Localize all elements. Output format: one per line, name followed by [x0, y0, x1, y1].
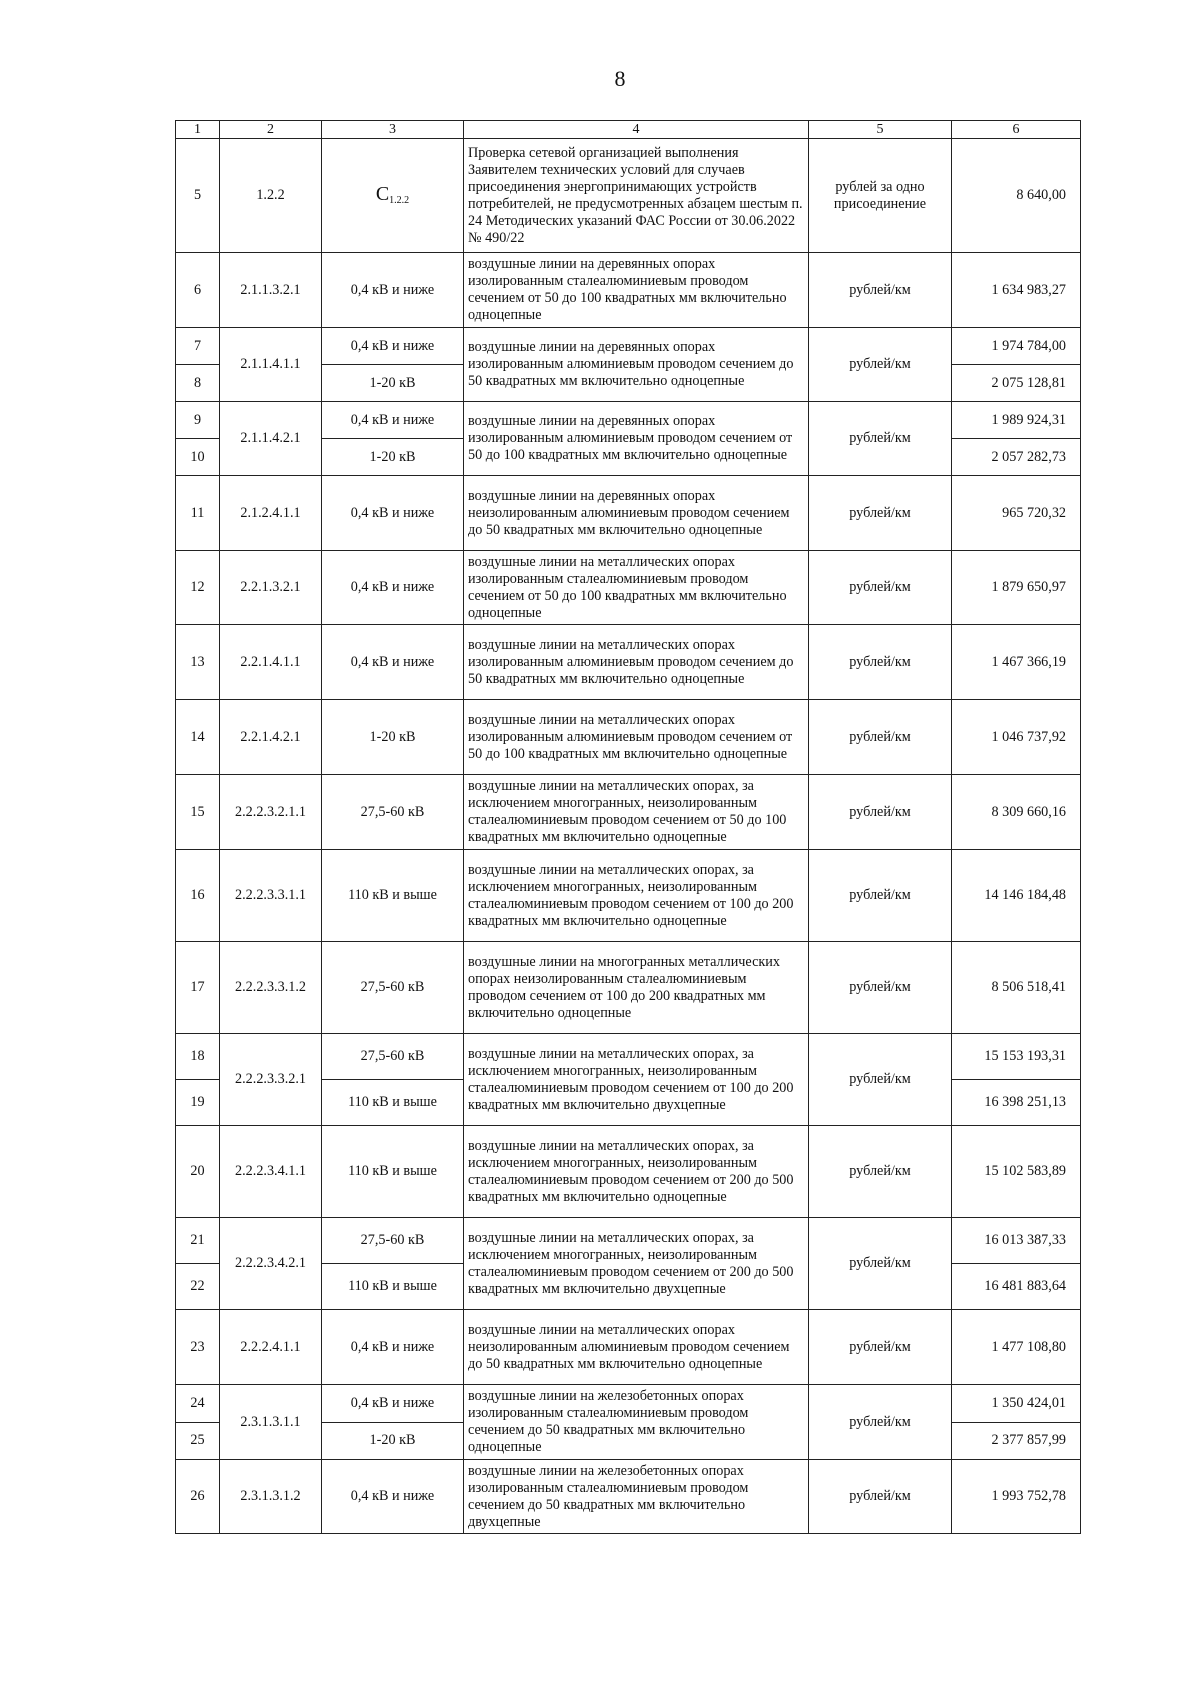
- row-number: 8: [176, 365, 220, 402]
- row-value: 2 075 128,81: [952, 365, 1081, 402]
- row-number: 9: [176, 402, 220, 439]
- table-row: [176, 775, 1081, 850]
- row-code: 2.1.2.4.1.1: [220, 476, 322, 551]
- row-value: 1 634 983,27: [952, 253, 1081, 328]
- row-number: 25: [176, 1422, 220, 1460]
- row-voltage: 110 кВ и выше: [322, 1126, 464, 1218]
- table-row: [176, 1310, 1081, 1385]
- row-description: воздушные линии на металлических опорах, за исключением многогранных, неизолированным сталеалюминиевым проводом сечением от 100 до 200 квадратных мм включительно двухцепные: [464, 1034, 809, 1126]
- row-code: 2.2.2.3.4.1.1: [220, 1126, 322, 1218]
- row-description: воздушные линии на металлических опорах изолированным сталеалюминиевым проводом сечением от 50 до 100 квадратных мм включительно одноцепные: [464, 551, 809, 625]
- header-cell: 5: [809, 121, 952, 139]
- table-row: [176, 942, 1081, 1034]
- row-voltage: 0,4 кВ и ниже: [322, 253, 464, 328]
- table-row: [176, 476, 1081, 551]
- row-unit: рублей/км: [809, 402, 952, 476]
- row-code: 2.1.1.3.2.1: [220, 253, 322, 328]
- row-unit: рублей/км: [809, 1385, 952, 1460]
- row-value: 16 481 883,64: [952, 1264, 1081, 1310]
- table-row: [176, 1218, 1081, 1264]
- table-row: [176, 402, 1081, 439]
- row-value: 1 974 784,00: [952, 328, 1081, 365]
- table-row: [176, 700, 1081, 775]
- row-unit: рублей/км: [809, 942, 952, 1034]
- header-cell: 6: [952, 121, 1081, 139]
- row-voltage: 27,5-60 кВ: [322, 1034, 464, 1080]
- table-row: [176, 551, 1081, 625]
- row-number: 23: [176, 1310, 220, 1385]
- row-voltage: 0,4 кВ и ниже: [322, 328, 464, 365]
- row-voltage: 110 кВ и выше: [322, 1264, 464, 1310]
- row-unit: рублей/км: [809, 253, 952, 328]
- row-voltage: 0,4 кВ и ниже: [322, 551, 464, 625]
- row-code: 2.2.1.3.2.1: [220, 551, 322, 625]
- row-code: 2.3.1.3.1.2: [220, 1460, 322, 1534]
- row-code: 2.2.2.3.3.1.1: [220, 850, 322, 942]
- symbol-subscript: 1.2.2: [389, 194, 410, 206]
- row-number: 12: [176, 551, 220, 625]
- row-voltage: 27,5-60 кВ: [322, 1218, 464, 1264]
- table-row: [176, 1385, 1081, 1423]
- row-code: 2.1.1.4.1.1: [220, 328, 322, 402]
- row-number: 5: [176, 139, 220, 253]
- table-row: [176, 1034, 1081, 1080]
- row-description: воздушные линии на металлических опорах, за исключением многогранных, неизолированным сталеалюминиевым проводом сечением от 50 до 100 квадратных мм включительно одноцепные: [464, 775, 809, 850]
- row-description: воздушные линии на деревянных опорах изолированным сталеалюминиевым проводом сечением от 50 до 100 квадратных мм включительно одноцепные: [464, 253, 809, 328]
- tariff-table: [175, 120, 1081, 1534]
- row-description: Проверка сетевой организацией выполнения Заявителем технических условий для случаев присоединения энергопринимающих устройств потребителей, не предусмотренных абзацем шестым п. 24 Методических указаний ФАС России от 30.06.2022 № 490/22: [464, 139, 809, 253]
- row-description: воздушные линии на металлических опорах, за исключением многогранных, неизолированным сталеалюминиевым проводом сечением от 200 до 500 квадратных мм включительно двухцепные: [464, 1218, 809, 1310]
- row-value: 14 146 184,48: [952, 850, 1081, 942]
- row-value: 2 057 282,73: [952, 439, 1081, 476]
- row-voltage: 0,4 кВ и ниже: [322, 1385, 464, 1423]
- table-row: [176, 253, 1081, 328]
- row-value: 16 398 251,13: [952, 1080, 1081, 1126]
- row-number: 10: [176, 439, 220, 476]
- row-voltage: 0,4 кВ и ниже: [322, 1310, 464, 1385]
- row-value: 965 720,32: [952, 476, 1081, 551]
- row-number: 15: [176, 775, 220, 850]
- row-value: 15 102 583,89: [952, 1126, 1081, 1218]
- row-unit: рублей/км: [809, 476, 952, 551]
- row-number: 20: [176, 1126, 220, 1218]
- table-row: [176, 1126, 1081, 1218]
- row-unit: рублей/км: [809, 850, 952, 942]
- row-unit: рублей/км: [809, 1310, 952, 1385]
- row-value: 1 350 424,01: [952, 1385, 1081, 1423]
- row-value: 1 993 752,78: [952, 1460, 1081, 1534]
- row-voltage: 1-20 кВ: [322, 700, 464, 775]
- row-code: 2.2.2.3.3.1.2: [220, 942, 322, 1034]
- row-description: воздушные линии на металлических опорах изолированным алюминиевым проводом сечением от 50 до 100 квадратных мм включительно одноцепные: [464, 700, 809, 775]
- row-value: 1 046 737,92: [952, 700, 1081, 775]
- row-unit: рублей/км: [809, 551, 952, 625]
- symbol-letter: C: [375, 182, 390, 205]
- row-code: 1.2.2: [220, 139, 322, 253]
- row-number: 14: [176, 700, 220, 775]
- row-number: 19: [176, 1080, 220, 1126]
- row-unit: рублей/км: [809, 328, 952, 402]
- row-description: воздушные линии на металлических опорах, за исключением многогранных, неизолированным сталеалюминиевым проводом сечением от 200 до 500 квадратных мм включительно одноцепные: [464, 1126, 809, 1218]
- row-number: 7: [176, 328, 220, 365]
- row-voltage: 0,4 кВ и ниже: [322, 402, 464, 439]
- row-description: воздушные линии на многогранных металлических опорах неизолированным сталеалюминиевым проводом сечением от 100 до 200 квадратных мм включительно одноцепные: [464, 942, 809, 1034]
- row-value: 2 377 857,99: [952, 1422, 1081, 1460]
- row-unit: рублей за одно присоединение: [809, 139, 952, 253]
- row-description: воздушные линии на металлических опорах, за исключением многогранных, неизолированным сталеалюминиевым проводом сечением от 100 до 200 квадратных мм включительно одноцепные: [464, 850, 809, 942]
- row-value: 1 477 108,80: [952, 1310, 1081, 1385]
- row-code: 2.3.1.3.1.1: [220, 1385, 322, 1460]
- row-voltage: 27,5-60 кВ: [322, 942, 464, 1034]
- row-number: 17: [176, 942, 220, 1034]
- row-description: воздушные линии на железобетонных опорах изолированным сталеалюминиевым проводом сечением до 50 квадратных мм включительно одноцепные: [464, 1385, 809, 1460]
- row-voltage: 0,4 кВ и ниже: [322, 1460, 464, 1534]
- table-row: [176, 625, 1081, 700]
- row-unit: рублей/км: [809, 1460, 952, 1534]
- row-symbol: [322, 139, 464, 253]
- row-number: 21: [176, 1218, 220, 1264]
- row-number: 6: [176, 253, 220, 328]
- row-voltage: 27,5-60 кВ: [322, 775, 464, 850]
- row-number: 13: [176, 625, 220, 700]
- row-value: 8 309 660,16: [952, 775, 1081, 850]
- row-code: 2.2.1.4.1.1: [220, 625, 322, 700]
- row-voltage: 1-20 кВ: [322, 1422, 464, 1460]
- row-number: 22: [176, 1264, 220, 1310]
- header-cell: 2: [220, 121, 322, 139]
- table-row: [176, 139, 1081, 253]
- row-value: 1 467 366,19: [952, 625, 1081, 700]
- row-unit: рублей/км: [809, 700, 952, 775]
- row-value: 1 879 650,97: [952, 551, 1081, 625]
- table-row: [176, 328, 1081, 365]
- row-description: воздушные линии на металлических опорах изолированным алюминиевым проводом сечением до 50 квадратных мм включительно одноцепные: [464, 625, 809, 700]
- row-number: 18: [176, 1034, 220, 1080]
- row-code: 2.2.2.3.2.1.1: [220, 775, 322, 850]
- row-voltage: 1-20 кВ: [322, 365, 464, 402]
- header-cell: 1: [176, 121, 220, 139]
- page-number: 8: [614, 66, 626, 91]
- row-voltage: 0,4 кВ и ниже: [322, 625, 464, 700]
- row-number: 11: [176, 476, 220, 551]
- row-unit: рублей/км: [809, 625, 952, 700]
- row-unit: рублей/км: [809, 775, 952, 850]
- row-code: 2.2.1.4.2.1: [220, 700, 322, 775]
- table-row: [176, 850, 1081, 942]
- header-cell: 4: [464, 121, 809, 139]
- row-code: 2.1.1.4.2.1: [220, 402, 322, 476]
- row-unit: рублей/км: [809, 1218, 952, 1310]
- row-unit: рублей/км: [809, 1034, 952, 1126]
- row-unit: рублей/км: [809, 1126, 952, 1218]
- row-description: воздушные линии на железобетонных опорах изолированным сталеалюминиевым проводом сечением до 50 квадратных мм включительно двухцепные: [464, 1460, 809, 1534]
- row-code: 2.2.2.3.4.2.1: [220, 1218, 322, 1310]
- row-code: 2.2.2.3.3.2.1: [220, 1034, 322, 1126]
- row-number: 24: [176, 1385, 220, 1423]
- row-voltage: 0,4 кВ и ниже: [322, 476, 464, 551]
- row-code: 2.2.2.4.1.1: [220, 1310, 322, 1385]
- row-value: 8 506 518,41: [952, 942, 1081, 1034]
- row-number: 16: [176, 850, 220, 942]
- row-number: 26: [176, 1460, 220, 1534]
- row-description: воздушные линии на деревянных опорах неизолированным алюминиевым проводом сечением до 50 квадратных мм включительно одноцепные: [464, 476, 809, 551]
- row-voltage: 1-20 кВ: [322, 439, 464, 476]
- row-value: 16 013 387,33: [952, 1218, 1081, 1264]
- table-row: [176, 1460, 1081, 1534]
- row-voltage: 110 кВ и выше: [322, 850, 464, 942]
- row-voltage: 110 кВ и выше: [322, 1080, 464, 1126]
- row-description: воздушные линии на деревянных опорах изолированным алюминиевым проводом сечением от 50 до 100 квадратных мм включительно одноцепные: [464, 402, 809, 476]
- row-description: воздушные линии на деревянных опорах изолированным алюминиевым проводом сечением до 50 квадратных мм включительно одноцепные: [464, 328, 809, 402]
- row-description: воздушные линии на металлических опорах неизолированным алюминиевым проводом сечением до 50 квадратных мм включительно одноцепные: [464, 1310, 809, 1385]
- header-cell: 3: [322, 121, 464, 139]
- row-value: 1 989 924,31: [952, 402, 1081, 439]
- header-row: [176, 121, 1081, 139]
- row-value: 8 640,00: [952, 139, 1081, 253]
- row-value: 15 153 193,31: [952, 1034, 1081, 1080]
